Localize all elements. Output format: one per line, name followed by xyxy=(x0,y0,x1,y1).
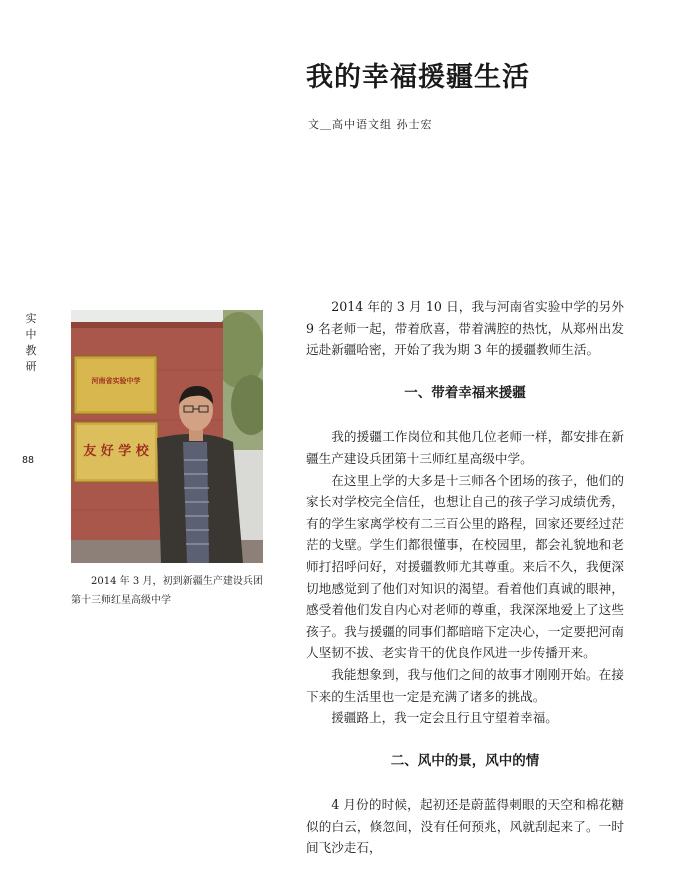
article-paragraph: 援疆路上，我一定会且行且守望着幸福。 xyxy=(331,710,558,726)
photo-caption: 2014 年 3 月，初到新疆生产建设兵团第十三师红星高级中学 xyxy=(71,576,263,606)
photo xyxy=(71,310,263,563)
article-paragraph: 2014 年的 3 月 10 日，我与河南省实验中学的另外 9 名老师一起，带着欣喜，带着满腔的热忱，从郑州出发远赴新疆哈密，开始了我为期 3 年的援疆教师生活。 xyxy=(306,299,624,358)
page-number: 88 xyxy=(22,455,35,466)
article-paragraph: 在这里上学的大多是十三师各个团场的孩子，他们的家长对学校完全信任，也想让自己的孩子学习成绩优秀，有的学生家离学校有二三百公里的路程，回家还要经过茫茫的戈壁。学生们都很懂事，在校园里，都会礼貌地和老师打招呼问好，对援疆教师尤其尊重。来后不久，我便深切地感觉到了他们对知识的渴望。看着他们真诚的眼神，感受着他们发自内心对老师的尊重，我深深地爱上了这些孩子。我与援疆的同事们都暗暗下定决心，一定要把河南人坚韧不拔、老实肯干的优良作风进一步传播开来。 xyxy=(306,472,624,661)
section-heading-2: 二、风中的景，风中的情 xyxy=(390,752,540,769)
plaque-lower-text: 友 好 学 校 xyxy=(83,444,149,459)
byline: 文＿高中语文组 孙士宏 xyxy=(308,118,433,131)
article-paragraph: 4 月份的时候，起初还是蔚蓝得刺眼的天空和棉花糖似的白云，倏忽间，没有任何预兆，风就刮起来了。一时间飞沙走石， xyxy=(306,797,624,856)
section-heading-1: 一、带着幸福来援疆 xyxy=(404,384,526,401)
article-paragraph: 我能想象到，我与他们之间的故事才刚刚开始。在接下来的生活里也一定是充满了诸多的挑战。 xyxy=(306,666,624,704)
photo-illustration xyxy=(71,310,263,563)
article-body xyxy=(306,296,624,859)
plaque-upper-text: 河南省实验中学 xyxy=(91,376,141,385)
article-paragraph: 我的援疆工作岗位和其他几位老师一样，都安排在新疆生产建设兵团第十三师红星高级中学。 xyxy=(306,429,624,466)
journal-label: 实中教研 xyxy=(25,312,37,373)
article-title: 我的幸福援疆生活 xyxy=(306,62,530,93)
